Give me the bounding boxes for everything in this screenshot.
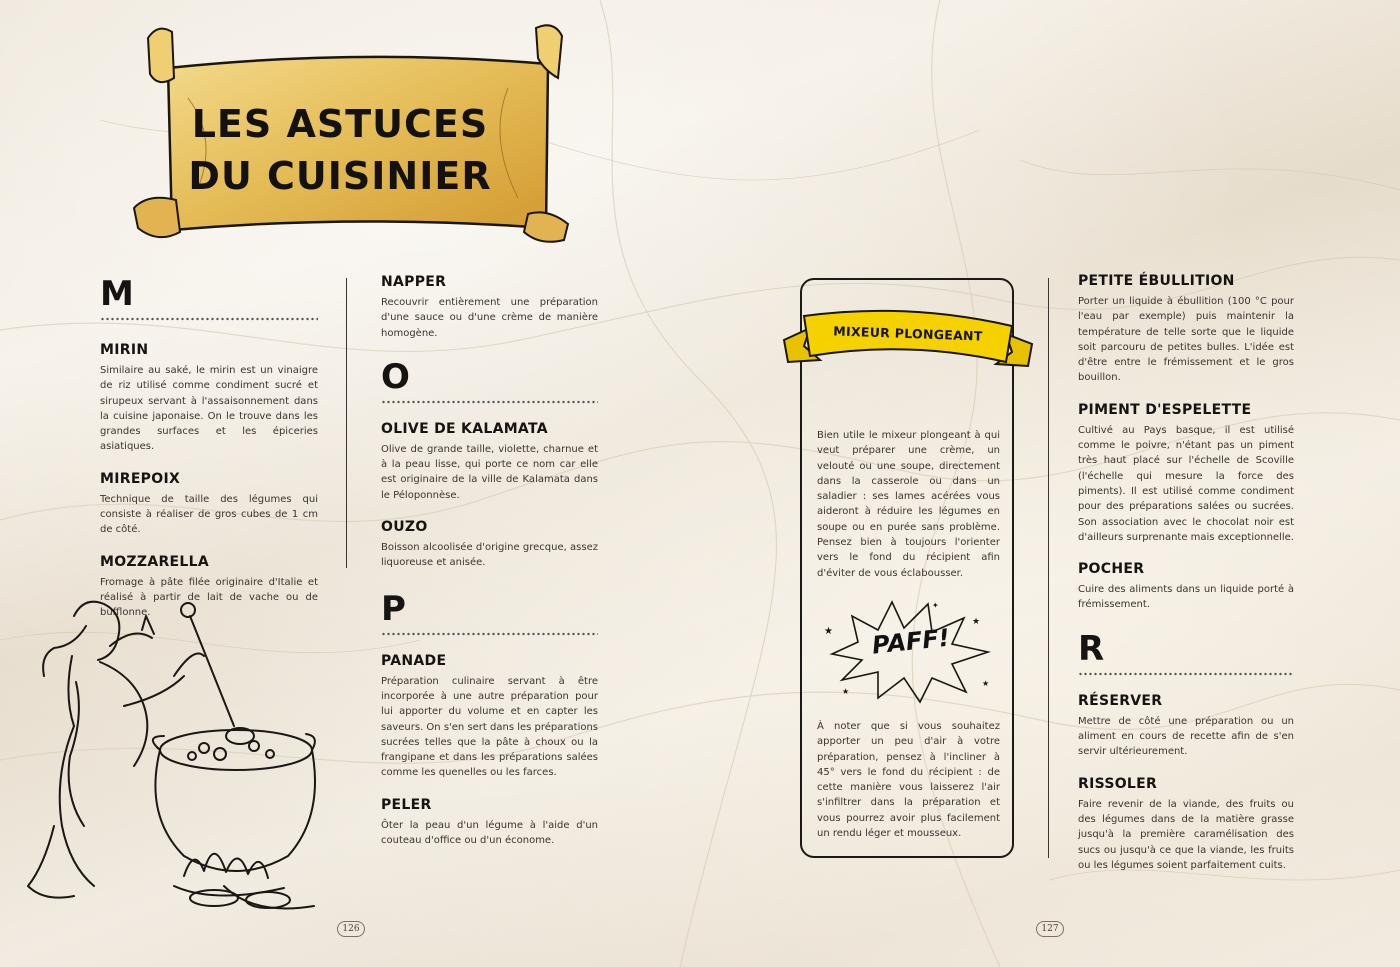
entry-rissoler: [1078, 776, 1294, 873]
term-definition: Préparation culinaire servant à être incorporée à une autre préparation pour lui apporter du volume et en capter les saveurs. On s'en sert dans les préparations sucrées telles que la pâte à choux ou la frangipane et dans les préparations salées comme les quenelles ou les farces.: [381, 675, 599, 779]
term-definition: Boisson alcoolisée d'origine grecque, assez liquoreuse et anisée.: [381, 542, 598, 569]
term-definition: Ôter la peau d'un légume à l'aide d'un couteau d'office ou d'un économe.: [381, 819, 598, 847]
dotted-divider: [1078, 671, 1294, 677]
svg-text:✦: ✦: [932, 601, 939, 610]
tip-banner-title: MIXEUR PLONGEANT: [833, 323, 983, 344]
svg-text:★: ★: [842, 687, 850, 696]
term-title: POCHER: [1078, 561, 1145, 578]
entry-napper: [381, 274, 598, 341]
term-definition: Mettre de côté une préparation ou un aliment en cours de recette afin de s'en servir ultérieurement.: [1078, 715, 1294, 758]
left-column: [100, 276, 318, 621]
term-title: OUZO: [381, 519, 428, 536]
dotted-divider: [381, 399, 598, 405]
term-title: MIRIN: [100, 342, 149, 358]
entry-pocher: [1078, 561, 1294, 613]
middle-column: [381, 274, 598, 848]
dotted-divider: [100, 316, 318, 322]
term-definition: Cultivé au Pays basque, il est utilisé comme le poivre, n'étant pas un piment très haut placé sur l'échelle de Scoville (l'échelle qui mesure la force des piments). Il est utilisé comme condiment pour des préparations salées ou sucrées. Son association avec le chocolat noir est d'ailleurs surprenante mais exceptionnelle.: [1078, 424, 1294, 543]
tip-text-1: Bien utile le mixeur plongeant à qui veut préparer une crème, un velouté ou une soupe, directement dans la casserole ou dans un saladier : ses lames acérées vous aideront à réduire les légumes en soupe ou en purée sans problème. Pensez bien à toujours l'orienter vers le fond du récipient afin d'éviter de vous éclabousser.: [817, 430, 1000, 579]
section-letter-o: O: [381, 356, 410, 397]
page-title: [180, 98, 500, 202]
term-title: PANADE: [381, 652, 447, 669]
tip-text-2: À noter que si vous souhaitez apporter un peu d'air à votre préparation, pensez à l'incliner à 45° vers le fond du récipient : de cette manière vous laisserez l'air s'infiltrer dans la préparation et vous pourrez avoir plus facilement un rendu léger et mousseux.: [817, 721, 1000, 840]
entry-panade: [381, 653, 598, 781]
svg-text:★: ★: [824, 626, 833, 637]
entry-olive-de-kalamata: [381, 421, 598, 503]
term-title: PETITE ÉBULLITION: [1078, 273, 1235, 289]
section-letter-p: P: [381, 588, 406, 629]
title-line-1: LES ASTUCES: [191, 102, 489, 146]
term-definition: Fromage à pâte filée originaire d'Italie et réalisé à partir de lait de vache ou de bufflonne.: [100, 576, 318, 619]
entry-reserver: [1078, 693, 1294, 760]
term-definition: Porter un liquide à ébullition (100 °C pour l'eau par exemple) puis maintenir la température de telle sorte que le liquide soit parcouru de petites bulles. L'idée est d'être entre le frémissement et le gros bouillon.: [1078, 296, 1294, 384]
entry-mirepoix: [100, 471, 318, 538]
section-letter-m: M: [100, 274, 134, 314]
term-definition: Technique de taille des légumes qui consiste à réaliser de gros cubes de 1 cm de côté.: [100, 493, 318, 536]
entry-petite-ebullition: [1078, 273, 1294, 386]
term-definition: Recouvrir entièrement une préparation d'une sauce ou d'une crème de manière homogène.: [381, 297, 598, 339]
paff-text: PAFF!: [870, 623, 951, 660]
right-column: [1078, 273, 1294, 873]
column-divider: [346, 278, 347, 568]
term-title: PELER: [381, 796, 432, 813]
term-definition: Olive de grande taille, violette, charnue et à la peau lisse, qui porte ce nom car elle est originaire de la ville de Kalamata dans le Péloponnèse.: [381, 443, 598, 501]
term-title: MOZZARELLA: [100, 553, 209, 570]
page-number-right: 127: [1036, 921, 1064, 937]
term-definition: Faire revenir de la viande, des fruits ou des légumes dans de la matière grasse jusqu'à la première caramélisation des sucs ou jusqu'à ce que la viande, les fruits ou les légumes soient parfaitement cuits.: [1078, 798, 1294, 871]
svg-text:★: ★: [972, 617, 981, 627]
entry-peler: [381, 797, 598, 849]
column-divider: [1048, 278, 1049, 858]
term-title: PIMENT D'ESPELETTE: [1078, 401, 1252, 418]
page-number-left: 126: [337, 921, 365, 937]
title-line-2: DU CUISINIER: [188, 154, 492, 198]
entry-mirin: [100, 342, 318, 455]
dotted-divider: [381, 631, 598, 637]
druid-cauldron-illustration: [14, 586, 324, 926]
section-letter-r: R: [1078, 628, 1105, 669]
term-definition: Cuire des aliments dans un liquide porté à frémissement.: [1078, 584, 1294, 611]
term-title: MIREPOIX: [100, 470, 181, 487]
entry-piment-d-espelette: [1078, 402, 1294, 545]
entry-ouzo: [381, 519, 598, 571]
term-title: OLIVE DE KALAMATA: [381, 420, 548, 437]
term-title: RÉSERVER: [1078, 692, 1163, 709]
term-title: NAPPER: [381, 274, 447, 290]
term-definition: Similaire au saké, le mirin est un vinaigre de riz utilisé comme condiment sucré et sirupeux servant à l'assaisonnement dans la cuisine japonaise. On le trouve dans les grandes surfaces et les épiceries asiatiques.: [100, 365, 318, 453]
svg-text:★: ★: [982, 679, 990, 688]
term-title: RISSOLER: [1078, 775, 1158, 792]
